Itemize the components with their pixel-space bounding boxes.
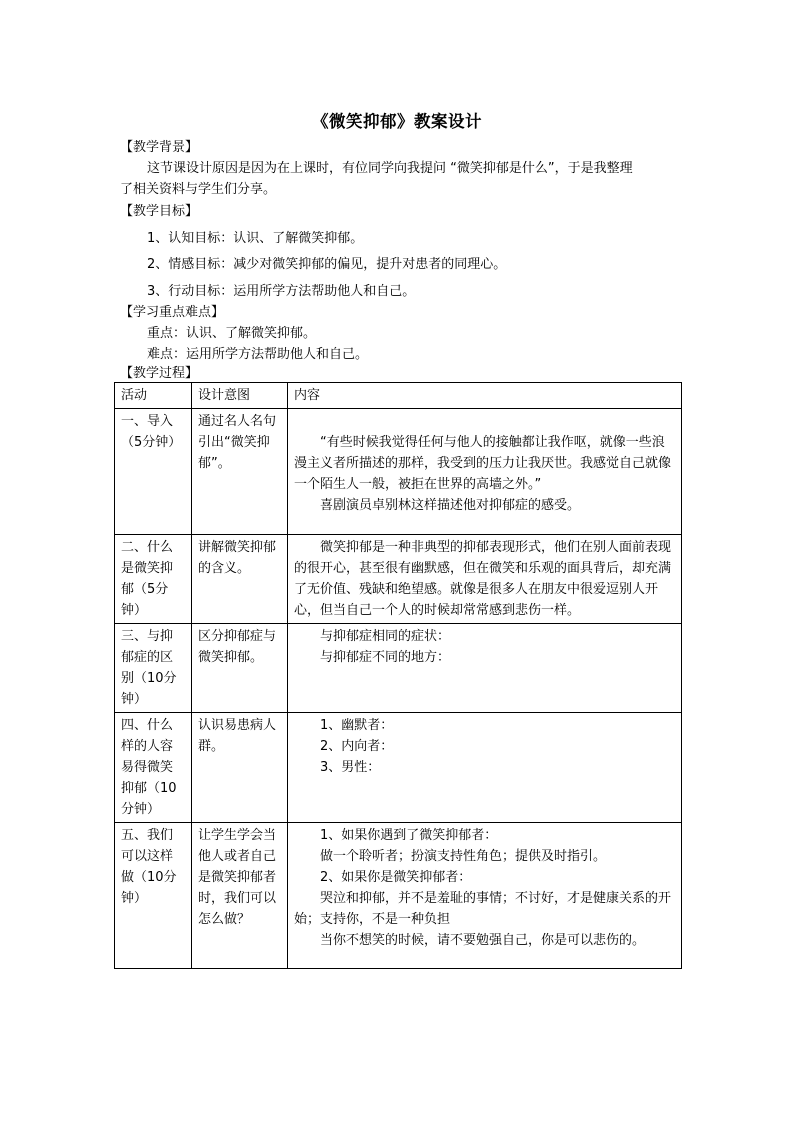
content-list-item: 2、内向者： [320,739,394,754]
row-intent: 讲解微笑抑郁的含义。 [192,535,288,624]
content-paragraph: 微笑抑郁是一种非典型的抑郁表现形式，他们在别人面前表现的很开心，甚至很有幽默感，但在微笑和乐观的面具背后，却充满了无价值、残缺和绝望感。就像是很多人在朋友中很爱逗别人开心，但当自己一个人的时候却常常感到悲伤一样。 [294,540,672,618]
goal-item-1: 1、认知目标：认识、了解微笑抑郁。 [147,231,364,246]
content-paragraph: 喜剧演员卓别林这样描述他对抑郁症的感受。 [320,498,581,513]
header-content: 内容 [288,383,682,409]
background-text-line-1: 这节课设计原因是因为在上课时，有位同学向我提问 “微笑抑郁是什么”，于是我整理 [147,161,633,176]
header-activity: 活动 [115,383,192,409]
background-text-line-2: 了相关资料与学生们分享。 [120,182,277,197]
row-content [288,409,682,535]
content-paragraph: “有些时候我觉得任何与他人的接触都让我作呕，就像一些浪漫主义者所描述的那样，我受到的压力让我厌世。我感觉自己就像一个陌生人一般，被拒在世界的高墙之外。” [294,435,672,492]
content-paragraph: 哭泣和抑郁，并不是羞耻的事情；不讨好，才是健康关系的开始；支持你，不是一种负担 [294,891,672,927]
key-point-difficulty: 难点：运用所学方法帮助他人和自己。 [147,347,369,362]
row-content [288,624,682,713]
table-row [115,535,682,624]
row-activity: 二、什么是微笑抑郁（5分钟） [115,535,192,624]
content-paragraph: 与抑郁症相同的症状： [320,629,451,644]
row-content [288,713,682,823]
table-row [115,713,682,823]
key-point-focus: 重点：认识、了解微笑抑郁。 [147,326,317,341]
row-intent: 认识易患病人群。 [192,713,288,823]
content-paragraph: 做一个聆听者；扮演支持性角色；提供及时指引。 [320,849,607,864]
content-list-item: 2、如果你是微笑抑郁者： [320,870,472,885]
row-activity: 五、我们可以这样做（10分钟） [115,823,192,969]
row-activity: 三、与抑郁症的区别（10分钟） [115,624,192,713]
document-title: 《微笑抑郁》教案设计 [312,112,482,131]
process-table [114,382,682,969]
content-list-item: 1、幽默者： [320,718,394,733]
section-heading-background: 【教学背景】 [120,140,199,155]
goal-item-3: 3、行动目标：运用所学方法帮助他人和自己。 [147,284,416,299]
row-activity: 四、什么样的人容易得微笑抑郁（10分钟） [115,713,192,823]
row-content [288,823,682,969]
row-intent: 通过名人名句引出“微笑抑郁”。 [192,409,288,535]
table-row [115,409,682,535]
content-paragraph: 当你不想笑的时候，请不要勉强自己，你是可以悲伤的。 [320,933,646,948]
row-content [288,535,682,624]
table-header-row [115,383,682,409]
section-heading-key-points: 【学习重点难点】 [120,305,225,320]
table-row [115,624,682,713]
table-row [115,823,682,969]
content-list-item: 3、男性： [320,760,381,775]
row-activity: 一、导入（5分钟） [115,409,192,535]
goal-item-2: 2、情感目标：减少对微笑抑郁的偏见，提升对患者的同理心。 [147,257,507,272]
content-paragraph: 与抑郁症不同的地方： [320,650,451,665]
section-heading-goals: 【教学目标】 [120,204,199,219]
header-intent: 设计意图 [192,383,288,409]
section-heading-process: 【教学过程】 [120,366,199,381]
content-list-item: 1、如果你遇到了微笑抑郁者： [320,828,498,843]
row-intent: 让学生学会当他人或者自己是微笑抑郁者时，我们可以怎么做？ [192,823,288,969]
row-intent: 区分抑郁症与微笑抑郁。 [192,624,288,713]
